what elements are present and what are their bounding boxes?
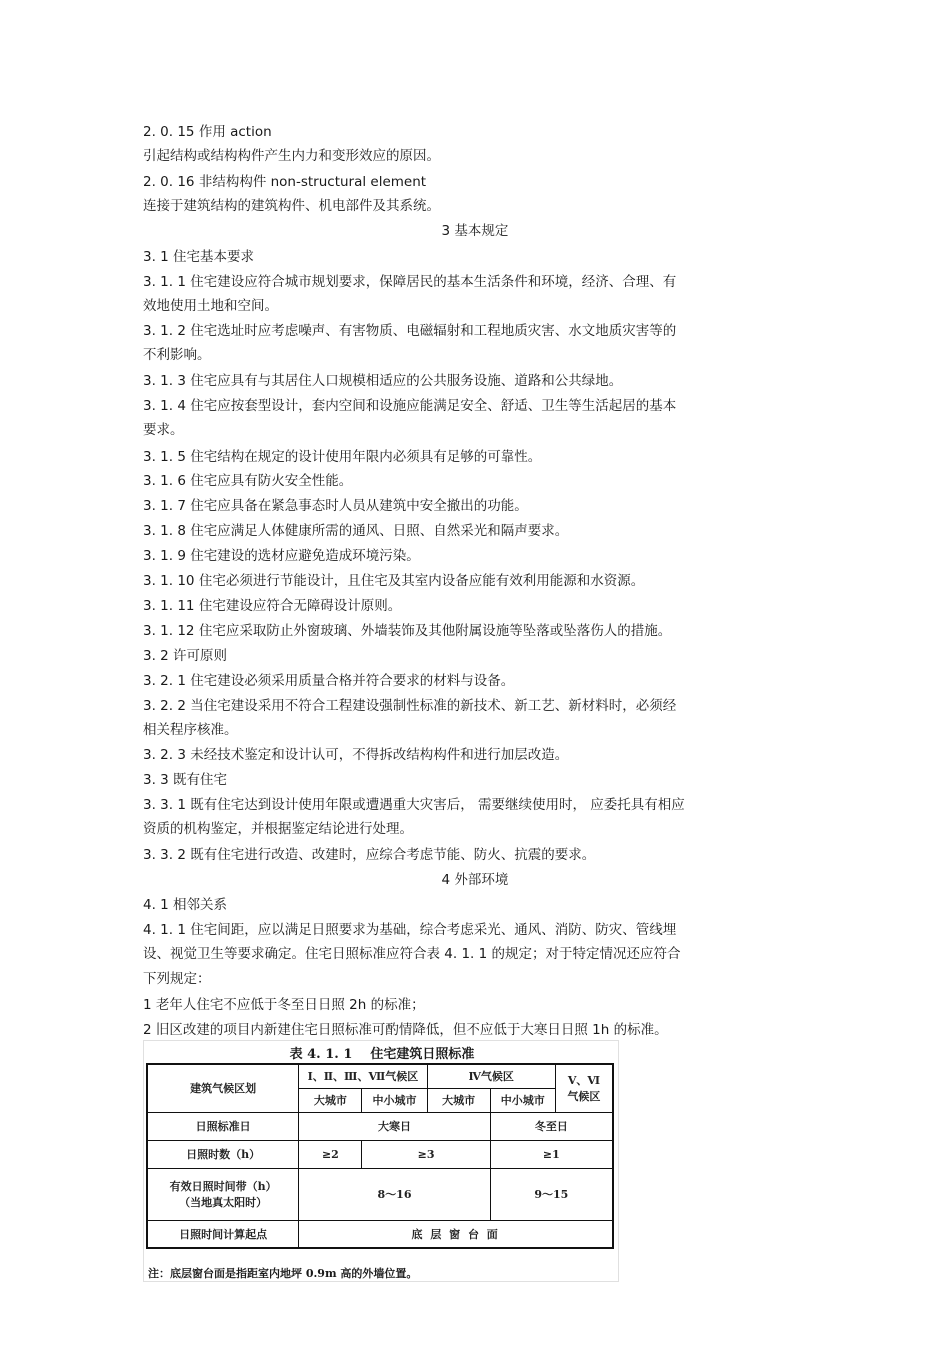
table-number: 表 4. 1. 1: [289, 1047, 353, 1062]
sunlight-standard-table: [146, 1063, 614, 1249]
row-time-band-label-1: 有效日照时间带（h）: [169, 1180, 277, 1193]
text-line: 4. 1 相邻关系: [143, 897, 228, 913]
text-line: 连接于建筑结构的建筑构件、机电部件及其系统。: [143, 198, 440, 214]
text-line: 3. 1. 11 住宅建设应符合无障碍设计原则。: [143, 598, 402, 614]
table-title: [144, 1043, 620, 1062]
section-heading: 3 基本规定: [441, 223, 509, 239]
row-hours-b: ≥3: [362, 1140, 490, 1168]
header-zone-group-2: Ⅳ气候区: [427, 1064, 555, 1088]
text-line: 3. 2. 1 住宅建设必须采用质量合格并符合要求的材料与设备。: [143, 673, 515, 689]
table-name: 住宅建筑日照标准: [370, 1047, 475, 1062]
text-line: 3. 2. 3 未经技术鉴定和设计认可，不得拆改结构构件和进行加层改造。: [143, 747, 569, 763]
text-line: 2 旧区改建的项目内新建住宅日照标准可酌情降低，但不应低于大寒日日照 1h 的标准。: [143, 1022, 668, 1038]
text-line: 3. 1. 7 住宅应具备在紧急事态时人员从建筑中安全撤出的功能。: [143, 498, 528, 514]
text-line: 3. 1. 9 住宅建设的选材应避免造成环境污染。: [143, 548, 420, 564]
text-line: 3. 1. 12 住宅应采取防止外窗玻璃、外墙装饰及其他附属设施等坠落或坠落伤人的措施。: [143, 623, 672, 639]
text-line: 2. 0. 16 非结构构件 non-structural element: [143, 174, 427, 190]
text-line: 3. 1. 10 住宅必须进行节能设计，且住宅及其室内设备应能有效利用能源和水资源。: [143, 573, 645, 589]
header-big-city-1: 大城市: [299, 1088, 362, 1112]
header-zone-group-1: Ⅰ、Ⅱ、Ⅲ、Ⅶ气候区: [299, 1064, 427, 1088]
table-note: 注：底层窗台面是指距室内地坪 0.9m 高的外墙位置。: [148, 1267, 418, 1280]
text-line: 4. 1. 1 住宅间距，应以满足日照要求为基础，综合考虑采光、通风、消防、防灾、管线埋: [143, 922, 677, 938]
row-standard-day-label: 日照标准日: [147, 1112, 299, 1140]
text-line: 3. 3 既有住宅: [143, 772, 228, 788]
header-zone-group-3-line1: Ⅴ、Ⅵ: [567, 1074, 600, 1088]
row-time-band-b: 9～15: [490, 1168, 613, 1220]
text-line: 相关程序核准。: [143, 722, 238, 738]
header-small-city-1: 中小城市: [362, 1088, 427, 1112]
header-climate-zone: 建筑气候区划: [147, 1064, 299, 1112]
text-line: 3. 1. 8 住宅应满足人体健康所需的通风、日照、自然采光和隔声要求。: [143, 523, 569, 539]
text-line: 要求。: [143, 422, 184, 438]
row-start-value: 底 层 窗 台 面: [299, 1220, 613, 1248]
row-start-label: 日照时间计算起点: [147, 1220, 299, 1248]
text-line: 3. 1 住宅基本要求: [143, 249, 255, 265]
text-line: 引起结构或结构构件产生内力和变形效应的原因。: [143, 148, 440, 164]
text-line: 效地使用土地和空间。: [143, 298, 278, 314]
header-zone-group-3: [555, 1064, 613, 1112]
text-line: 3. 1. 2 住宅选址时应考虑噪声、有害物质、电磁辐射和工程地质灾害、水文地质灾害等的: [143, 323, 677, 339]
section-heading: 4 外部环境: [441, 872, 509, 888]
header-zone-group-3-line2: 气候区: [567, 1090, 601, 1104]
text-line: 3. 1. 4 住宅应按套型设计，套内空间和设施应能满足安全、舒适、卫生等生活起居的基本: [143, 398, 677, 414]
text-line: 3. 2 许可原则: [143, 648, 228, 664]
row-hours-c: ≥1: [490, 1140, 613, 1168]
row-standard-day-b: 冬至日: [490, 1112, 613, 1140]
text-line: 3. 1. 5 住宅结构在规定的设计使用年限内必须具有足够的可靠性。: [143, 449, 542, 465]
text-line: 3. 2. 2 当住宅建设采用不符合工程建设强制性标准的新技术、新工艺、新材料时，必须经: [143, 698, 677, 714]
header-big-city-2: 大城市: [427, 1088, 490, 1112]
row-time-band-label-2: （当地真太阳时）: [179, 1196, 268, 1209]
row-time-band-a: 8～16: [299, 1168, 490, 1220]
sunlight-standard-table-figure: [143, 1040, 619, 1282]
text-line: 3. 3. 2 既有住宅进行改造、改建时，应综合考虑节能、防火、抗震的要求。: [143, 847, 596, 863]
text-line: 下列规定：: [143, 971, 211, 987]
text-line: 3. 1. 1 住宅建设应符合城市规划要求，保障居民的基本生活条件和环境，经济、合理、有: [143, 274, 677, 290]
row-time-band-label: [147, 1168, 299, 1220]
text-line: 设、视觉卫生等要求确定。住宅日照标准应符合表 4. 1. 1 的规定；对于特定情况还应符合: [143, 946, 681, 962]
row-standard-day-a: 大寒日: [299, 1112, 490, 1140]
text-line: 3. 1. 3 住宅应具有与其居住人口规模相适应的公共服务设施、道路和公共绿地。: [143, 373, 623, 389]
text-line: 1 老年人住宅不应低于冬至日日照 2h 的标准；: [143, 997, 425, 1013]
text-line: 2. 0. 15 作用 action: [143, 124, 272, 140]
row-hours-a: ≥2: [299, 1140, 362, 1168]
text-line: 3. 3. 1 既有住宅达到设计使用年限或遭遇重大灾害后， 需要继续使用时， 应委托具有相应: [143, 797, 685, 813]
text-line: 3. 1. 6 住宅应具有防火安全性能。: [143, 473, 353, 489]
text-line: 不利影响。: [143, 347, 211, 363]
header-small-city-2: 中小城市: [490, 1088, 555, 1112]
text-line: 资质的机构鉴定，并根据鉴定结论进行处理。: [143, 821, 413, 837]
row-hours-label: 日照时数（h）: [147, 1140, 299, 1168]
